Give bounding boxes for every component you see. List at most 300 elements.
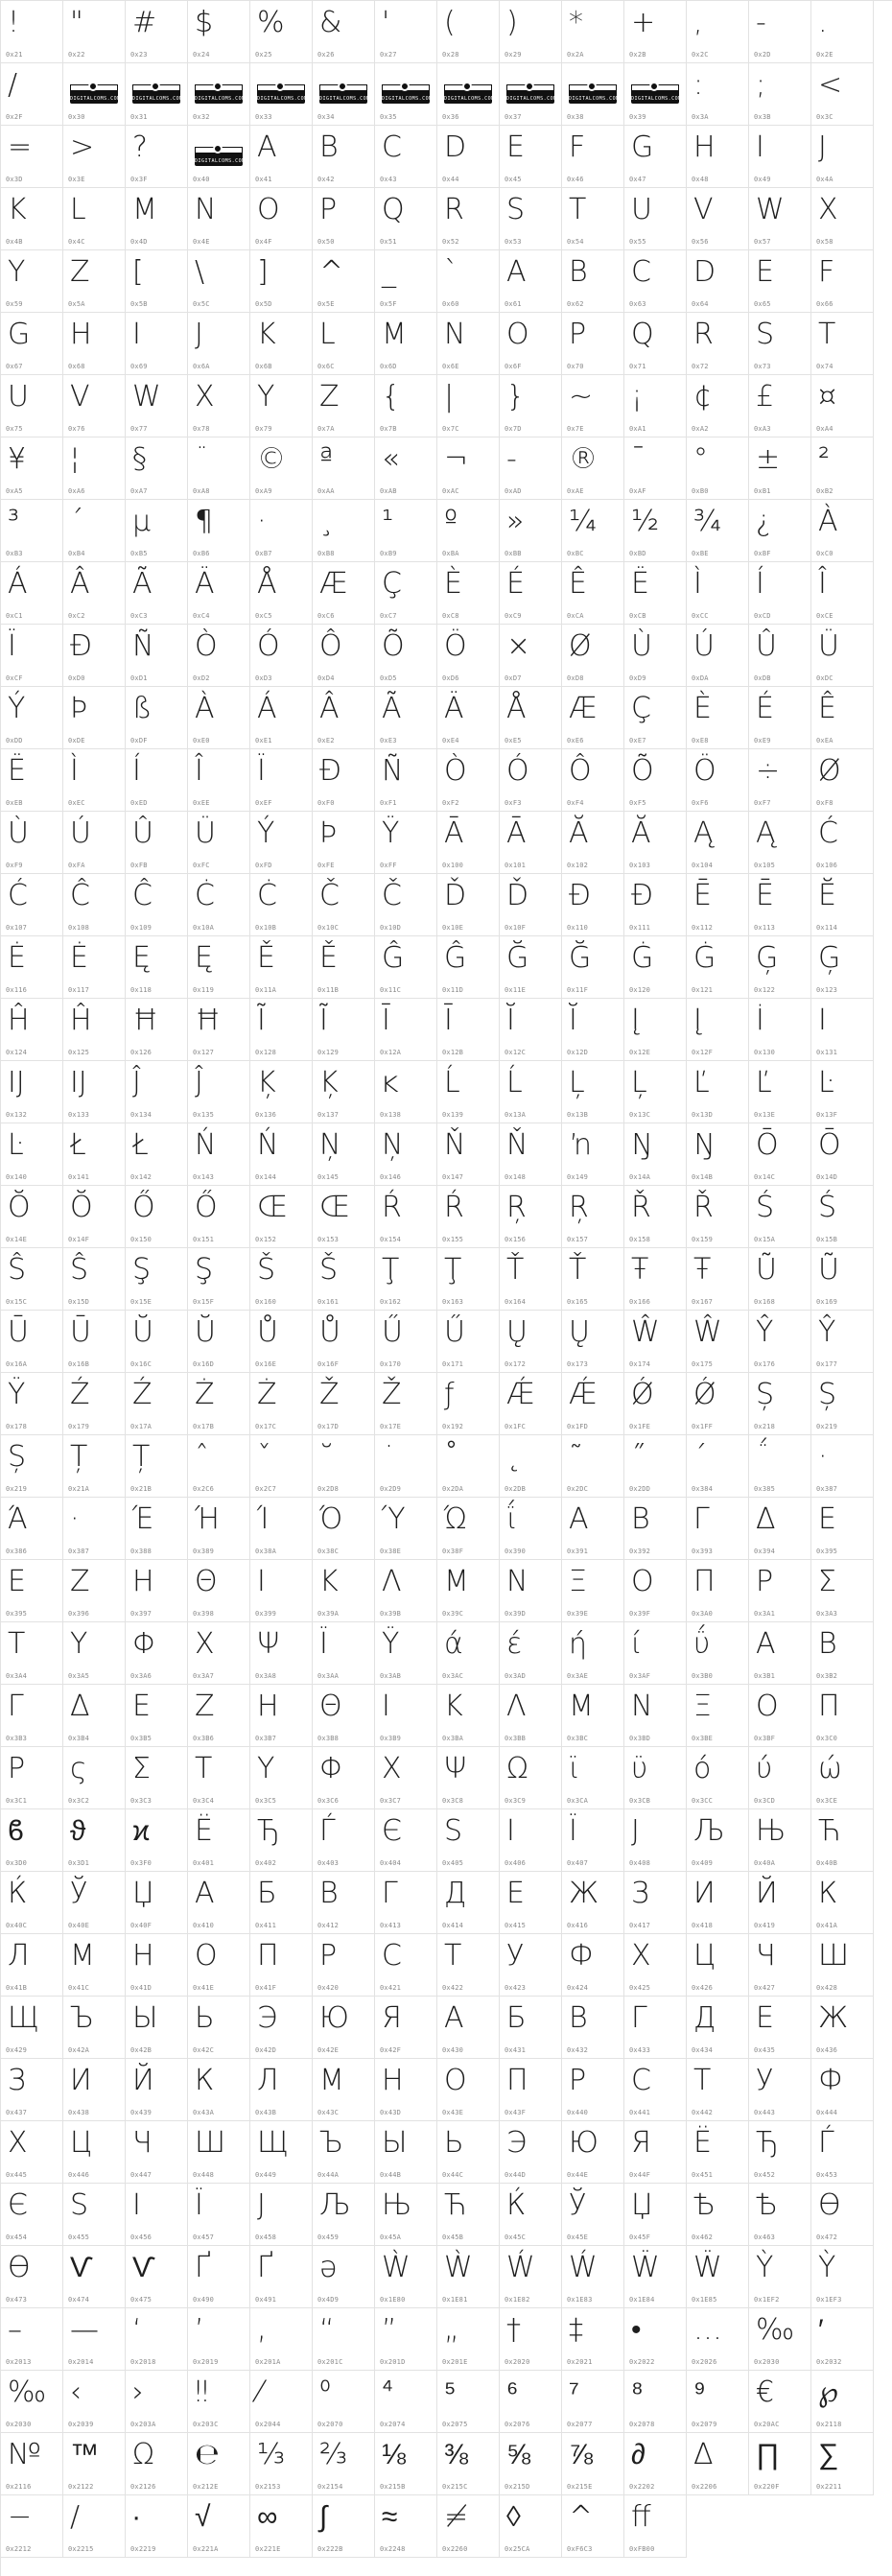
glyph-cell [375,1560,437,1622]
glyph-cell [250,2308,313,2371]
glyph-sample: Ǽ [506,1378,535,1411]
glyph-code-label: 0x16A [6,1360,28,1368]
glyph-code-label: 0xF6C3 [567,2545,593,2553]
glyph-cell [749,1373,811,1435]
glyph-cell [500,999,562,1061]
glyph-code-label: 0xA3 [754,425,771,433]
glyph-sample: Ą [756,816,776,850]
glyph-code-label: 0x12E [629,1049,651,1056]
glyph-code-label: 0x135 [193,1111,215,1119]
missing-glyph-caption: DIGITALCOMS.COM [70,96,121,102]
glyph-cell [749,313,811,375]
glyph-code-label: 0x220F [754,2483,780,2491]
glyph-code-label: 0xB5 [130,550,148,557]
glyph-cell [624,1186,687,1248]
glyph-code-label: 0x33 [255,113,272,121]
glyph-sample: Ķ [257,1066,276,1099]
glyph-code-label: 0x5A [68,300,85,308]
glyph-code-label: 0x44D [505,2171,527,2179]
glyph-sample: Ĺ [444,1066,460,1099]
glyph-cell [375,1809,437,1872]
glyph-cell [749,1435,811,1498]
glyph-cell [500,1435,562,1498]
glyph-sample: Đ [631,879,654,912]
glyph-sample: ¢ [693,380,713,414]
glyph-sample: ΐ [506,1502,518,1536]
glyph-code-label: 0x3B6 [193,1735,215,1742]
glyph-cell [749,1560,811,1622]
glyph-code-label: 0x16E [255,1360,277,1368]
glyph-code-label: 0x39E [567,1610,589,1618]
glyph-cell [63,2121,126,2184]
glyph-code-label: 0x2079 [692,2421,717,2428]
glyph-code-label: 0x44 [442,176,459,183]
glyph-code-label: 0x201C [317,2358,343,2366]
glyph-sample: Ï [257,754,266,788]
glyph-code-label: 0x456 [130,2233,153,2241]
glyph-sample: ¼ [569,505,598,538]
glyph-sample: Ō [818,1128,841,1162]
glyph-sample: ⁵ [444,2375,457,2409]
glyph-cell [188,1186,250,1248]
glyph-sample: Ă [569,816,589,850]
glyph-code-label: 0x31 [130,113,148,121]
glyph-sample: Ĭ [506,1004,515,1037]
glyph-sample: Æ [319,567,348,601]
missing-glyph-caption: DIGITALCOMS.COM [132,96,183,102]
glyph-code-label: 0x3AD [505,1672,527,1680]
glyph-cell [562,1809,624,1872]
glyph-cell [624,1311,687,1373]
glyph-sample: О [444,2064,467,2097]
glyph-code-label: 0x3D1 [68,1859,90,1867]
glyph-code-label: 0x3F [130,176,148,183]
glyph-cell [624,2433,687,2495]
glyph-cell [126,2371,188,2433]
glyph-cell [313,1747,375,1809]
glyph-cell [1,437,63,500]
glyph-cell [437,687,500,749]
glyph-sample: ` [444,255,458,289]
glyph-cell [749,375,811,437]
glyph-cell [811,2308,874,2371]
glyph-cell [749,999,811,1061]
glyph-cell [562,812,624,874]
glyph-code-label: 0xD8 [567,674,584,682]
glyph-cell [250,1809,313,1872]
glyph-code-label: 0x1E85 [692,2296,717,2304]
glyph-sample: Ѣ [693,2188,716,2222]
glyph-cell [313,812,375,874]
glyph-sample: Ë [631,567,649,601]
glyph-code-label: 0x3BA [442,1735,464,1742]
glyph-sample: Ó [257,629,280,663]
glyph-cell [63,313,126,375]
glyph-sample: ⅞ [569,2438,594,2471]
glyph-cell [126,1498,188,1560]
glyph-cell [811,1061,874,1123]
glyph-sample: ‹ [70,2375,82,2409]
glyph-sample: ⁷ [569,2375,579,2409]
glyph-code-label: 0x124 [6,1049,28,1056]
glyph-sample: È [693,692,712,725]
glyph-code-label: 0xFB [130,862,148,869]
glyph-code-label: 0x40E [68,1922,90,1929]
glyph-cell [188,812,250,874]
glyph-sample: E [756,255,774,289]
glyph-sample: ύ [756,1752,773,1785]
glyph-code-label: 0x3C [816,113,833,121]
glyph-sample: Ѳ [818,2188,841,2222]
glyph-sample: Ά [8,1502,28,1536]
glyph-code-label: 0x39B [380,1610,402,1618]
glyph-sample: Ø [818,754,841,788]
glyph-cell [313,1498,375,1560]
glyph-code-label: 0xF3 [505,799,522,807]
glyph-code-label: 0x453 [816,2171,838,2179]
glyph-code-label: 0xE4 [442,737,459,744]
glyph-cell [437,874,500,936]
missing-glyph-logo-placeholder [319,84,370,104]
glyph-sample: ⁰ [319,2375,332,2409]
glyph-code-label: 0x435 [754,2046,776,2054]
glyph-cell [437,126,500,188]
glyph-cell [188,2308,250,2371]
glyph-sample: Ћ [444,2188,467,2222]
glyph-cell [437,1809,500,1872]
glyph-cell [749,687,811,749]
glyph-sample: Å [506,692,527,725]
glyph-sample: Ϊ [319,1627,328,1661]
glyph-cell [687,1685,749,1747]
glyph-code-label: 0x3BF [754,1735,776,1742]
glyph-sample: Ù [8,816,29,850]
glyph-code-label: 0x449 [255,2171,277,2179]
glyph-sample: O [257,193,280,226]
glyph-cell [811,126,874,188]
glyph-cell [313,2495,375,2558]
glyph-code-label: 0x130 [754,1049,776,1056]
glyph-cell [375,1435,437,1498]
glyph-sample: Ŏ [8,1191,31,1224]
glyph-sample: Ì [693,567,702,601]
glyph-sample: ´ [70,505,84,538]
glyph-cell [63,625,126,687]
glyph-code-label: 0x14B [692,1173,714,1181]
glyph-sample: ® [569,442,598,476]
glyph-sample: ŉ [569,1128,593,1162]
glyph-sample: Ğ [569,941,592,975]
glyph-code-label: 0xBF [754,550,771,557]
glyph-code-label: 0xD0 [68,674,85,682]
glyph-cell [375,250,437,313]
glyph-cell [375,999,437,1061]
glyph-cell [63,2246,126,2308]
glyph-sample: ° [693,442,708,476]
glyph-cell [749,1123,811,1186]
glyph-code-label: 0x17B [193,1423,215,1430]
glyph-code-label: 0x42E [317,2046,340,2054]
glyph-cell [63,999,126,1061]
glyph-cell [1,1747,63,1809]
glyph-code-label: 0x409 [692,1859,714,1867]
glyph-cell [624,1,687,63]
glyph-code-label: 0x41D [130,1984,153,1992]
glyph-code-label: 0x10C [317,924,340,932]
glyph-code-label: 0x24 [193,51,210,59]
glyph-cell [749,2184,811,2246]
glyph-cell [437,500,500,562]
glyph-cell [313,749,375,812]
glyph-cell [250,1934,313,1997]
glyph-sample: Ų [569,1315,590,1349]
glyph-cell [313,1373,375,1435]
glyph-code-label: 0x201A [255,2358,281,2366]
glyph-cell [624,1809,687,1872]
glyph-cell [63,874,126,936]
glyph-code-label: 0x3A0 [692,1610,714,1618]
glyph-sample: Ĥ [8,1004,30,1037]
glyph-code-label: 0x393 [692,1548,714,1555]
glyph-sample: † [506,2313,521,2347]
glyph-cell [126,500,188,562]
glyph-code-label: 0x134 [130,1111,153,1119]
glyph-sample: Ẁ [444,2251,473,2284]
glyph-sample: T [569,193,587,226]
glyph-code-label: 0x136 [255,1111,277,1119]
glyph-cell [500,437,562,500]
glyph-sample: ~ [569,380,594,414]
glyph-sample: Ỳ [818,2251,836,2284]
glyph-code-label: 0x73 [754,363,771,370]
glyph-cell [250,874,313,936]
glyph-sample: ϑ [70,1814,86,1848]
glyph-cell [624,313,687,375]
glyph-sample: ( [444,6,456,39]
glyph-cell [313,2059,375,2121]
glyph-cell [126,1622,188,1685]
glyph-sample: Å [257,567,277,601]
glyph-sample: Р [569,2064,587,2097]
glyph-code-label: 0x56 [692,238,709,246]
glyph-cell [313,126,375,188]
glyph-sample: Щ [257,2126,289,2160]
glyph-sample: ◊ [506,2500,521,2534]
glyph-sample: À [818,505,838,538]
glyph-sample: „ [444,2313,459,2347]
glyph-sample: Ņ [382,1128,404,1162]
glyph-sample: T [818,318,836,351]
glyph-code-label: 0x63 [629,300,646,308]
glyph-cell [437,2371,500,2433]
glyph-sample: П [506,2064,528,2097]
glyph-sample: Ģ [818,941,841,975]
missing-glyph-logo-placeholder [444,84,495,104]
glyph-code-label: 0x3BB [505,1735,527,1742]
glyph-sample: Ќ [8,1877,28,1910]
glyph-code-label: 0x17C [255,1423,277,1430]
glyph-cell [687,126,749,188]
glyph-sample: Σ [132,1752,151,1785]
glyph-cell [250,1560,313,1622]
glyph-sample: Ã [382,692,402,725]
glyph-cell [250,313,313,375]
glyph-cell [63,812,126,874]
glyph-sample: Й [132,2064,154,2097]
glyph-sample: M [382,318,407,351]
glyph-sample: ⅝ [506,2438,531,2471]
glyph-sample: } [506,380,526,414]
glyph-code-label: 0x44B [380,2171,402,2179]
glyph-cell [500,2495,562,2558]
glyph-cell [126,1435,188,1498]
glyph-sample: Ś [756,1191,775,1224]
glyph-cell [749,2433,811,2495]
glyph-sample: ˘ [319,1440,334,1474]
glyph-code-label: 0x2021 [567,2358,593,2366]
glyph-cell [63,1,126,63]
glyph-cell [313,2246,375,2308]
glyph-cell [562,1061,624,1123]
glyph-code-label: 0x12D [567,1049,589,1056]
glyph-sample: Л [8,1939,30,1973]
glyph-code-label: 0x170 [380,1360,402,1368]
glyph-code-label: 0x391 [567,1548,589,1555]
glyph-sample: Ы [382,2126,408,2160]
glyph-sample: µ [132,505,152,538]
glyph-cell [500,1248,562,1311]
glyph-cell [126,1997,188,2059]
glyph-cell [749,2121,811,2184]
glyph-cell [250,1435,313,1498]
glyph-cell [188,437,250,500]
glyph-sample: R [444,193,464,226]
glyph-cell [63,1872,126,1934]
glyph-sample: Ђ [756,2126,779,2160]
glyph-sample: S [506,193,526,226]
glyph-code-label: 0x39F [629,1610,651,1618]
glyph-code-label: 0x51 [380,238,397,246]
glyph-cell [437,2121,500,2184]
glyph-code-label: 0x44E [567,2171,589,2179]
glyph-cell [126,375,188,437]
glyph-cell [562,2433,624,2495]
glyph-code-label: 0x3C0 [816,1735,838,1742]
glyph-sample: Γ [693,1502,710,1536]
glyph-cell [250,2184,313,2246]
glyph-sample: Ī [444,1004,453,1037]
glyph-sample: ∏ [756,2438,780,2471]
glyph-code-label: 0x6A [193,363,210,370]
glyph-sample: Y [8,255,26,289]
glyph-sample: Ō [756,1128,779,1162]
glyph-code-label: 0x169 [816,1298,838,1306]
glyph-sample: Β [818,1627,837,1661]
glyph-sample: Ь [444,2126,464,2160]
glyph-sample: Κ [319,1565,339,1598]
glyph-cell [500,126,562,188]
glyph-cell [437,1435,500,1498]
glyph-cell [500,812,562,874]
glyph-code-label: 0x155 [442,1236,464,1243]
glyph-cell [562,2308,624,2371]
glyph-code-label: 0x11D [442,986,464,994]
glyph-cell [250,1,313,63]
glyph-sample: Ѓ [319,1814,336,1848]
glyph-sample: ∫ [319,2500,328,2534]
glyph-code-label: 0x34 [317,113,335,121]
glyph-code-label: 0x131 [816,1049,838,1056]
glyph-sample: Ï [8,629,16,663]
glyph-cell [624,126,687,188]
glyph-sample: ) [506,6,518,39]
glyph-code-label: 0xE7 [629,737,646,744]
glyph-code-label: 0x5C [193,300,210,308]
glyph-code-label: 0xEF [255,799,272,807]
glyph-code-label: 0x3A5 [68,1672,90,1680]
glyph-sample: ά [444,1627,463,1661]
glyph-cell [562,500,624,562]
glyph-code-label: 0xD3 [255,674,272,682]
glyph-code-label: 0xCA [567,612,584,620]
glyph-cell [500,687,562,749]
glyph-cell [375,1997,437,2059]
glyph-sample: Ŧ [631,1253,649,1287]
glyph-code-label: 0x1EF2 [754,2296,780,2304]
glyph-cell [188,313,250,375]
glyph-sample: Ĉ [70,879,90,912]
glyph-cell [188,1373,250,1435]
glyph-code-label: 0x13F [816,1111,838,1119]
glyph-cell [687,1311,749,1373]
glyph-cell [811,625,874,687]
glyph-sample: > [70,130,95,164]
glyph-code-label: 0x413 [380,1922,402,1929]
glyph-code-label: 0x2044 [255,2421,281,2428]
glyph-code-label: 0x11E [505,986,527,994]
glyph-cell [126,1186,188,1248]
glyph-code-label: 0x178 [6,1423,28,1430]
glyph-cell [437,1498,500,1560]
glyph-cell [1,1934,63,1997]
glyph-sample: Ü [195,816,216,850]
glyph-sample: R [693,318,714,351]
glyph-cell [375,437,437,500]
glyph-cell [624,188,687,250]
glyph-sample: Î [195,754,203,788]
glyph-code-label: 0x3B [754,113,771,121]
glyph-cell [313,375,375,437]
glyph-cell [500,2121,562,2184]
glyph-code-label: 0x171 [442,1360,464,1368]
glyph-sample: Ε [818,1502,836,1536]
glyph-code-label: 0xDD [6,737,23,744]
glyph-code-label: 0xD4 [317,674,335,682]
glyph-cell [375,749,437,812]
glyph-cell [250,562,313,625]
glyph-code-label: 0x72 [692,363,709,370]
glyph-code-label: 0x113 [754,924,776,932]
glyph-sample: ª [319,442,334,476]
glyph-code-label: 0x66 [816,300,833,308]
glyph-sample: Ț [132,1440,151,1474]
glyph-sample: J [818,130,827,164]
glyph-sample: Ś [818,1191,837,1224]
glyph-code-label: 0x127 [193,1049,215,1056]
glyph-sample: Ζ [195,1690,215,1723]
glyph-cell [126,936,188,999]
glyph-code-label: 0x128 [255,1049,277,1056]
